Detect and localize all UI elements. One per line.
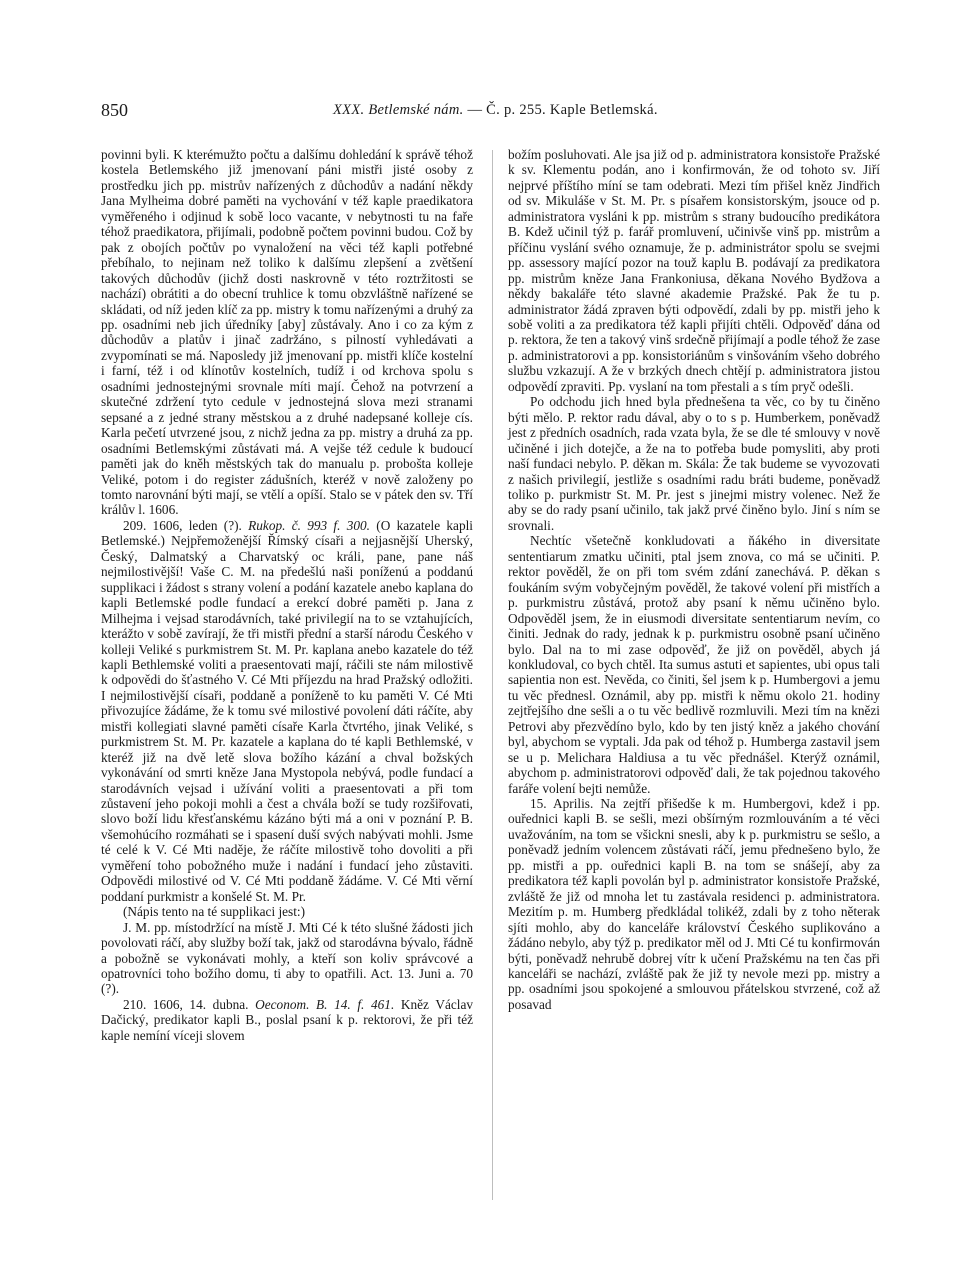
entry-210-text: Kněz Václav Dačický, predikator kapli B., poslal psaní k p. rektorovi, že při též kaple nemíní víceji slovem — [101, 996, 473, 1043]
right-paragraph-4: 15. Aprilis. Na zejtří přišedše k m. Humbergovi, kdež i pp. ouřednici kapli B. se sešli, mezi obšírným rozmlouváním a té věci uvažováním, na tom se všickni snesli, aby k p. purkmistru se sešlo, a poněvadž jedním volencem zůstávati ráčí, jemu přednešeno bylo, že pp. mistři a pp. ouřednici kapli B. na tom se snášejí, aby za predikatora též kapli povolán byl p. administrator konsistoře Pražské, zvláště že již od mnoha let tu zastávala residenci p. administratora. Mezitím p. m. Humberg předkládal tolikéž, zdali by z toho něterak sjíti mohlo, aby do kanceláře království Českého suplikováno a žádáno nebylo, aby týž p. predikator měl od J. Mti Cé tu konfirmován býti, poněvadž nehrubě dobrej vítr k učení Pražskému na ten čas při kanceláři se nachází, zvláště pak že již ty nevole mezi pp. mistry a pp. osadními jsou spokojené a smlouvou přátelskou stvrzené, což až posavad — [508, 796, 880, 1012]
entry-210 — [101, 997, 473, 1043]
running-head-title: XXX. Betlemské nám. — [333, 102, 464, 118]
right-paragraph-1: božím posluhovati. Ale jsa již od p. administratora konsistoře Pražské k sv. Klementu podán, ano i konfirmován, že od tohoto sv. Jiří nejprvé příštího míní se tam odebrati. Mezi tím přišel kněz Jindřich od sv. Mikuláše v St. M. Pr. s písařem konsistorským, jsouce od p. administratora vysláni k pp. mistrům s strany budoucího predikátora B. Kdež učinil týž p. farář promluvení, učinivše vinš pp. mistrům a příčinu vyslání svého oznamuje, že p. administrátor spolu se svejmi pp. assessory mající pozor na touž kaplu B. podávají za predikatora pp. mistrům kněze Jana Frankoniusa, děkana Nového Bydžova a někdy bakaláře této slavné akademie Pražské. Pak že tu p. administrator žádá zpraven býti odpovědí, zdali by pp. mistři jeho k sobě voliti a za predikatora též kapli přijíti chtěli. Odpověď dána od p. rektora, že ten a takový vinš srdečně přijímají a podle téhož že zase p. administratorovi a pp. konsistoriánům s vinšováním všeho dobrého službu vzkazují. A že v brzkých dnech chtějí p. administratora jistou odpovědí zpraviti. Pp. vyslaní na tom přestali a s tím pryč odešli. — [508, 147, 880, 394]
right-paragraph-2: Po odchodu jich hned byla přednešena ta věc, co by tu činěno býti mělo. P. rektor radu dával, aby o to s p. Humberkem, poněvadž jest z předních osadních, rada vzata byla, že se dle té smlouvy v nově učiněné i jich dotejče, a že na to potřeba bude pomysliti, aby proti naší fundaci nebylo. P. děkan m. Skála: Že tak budeme se vyvozovati z našich privilegií, jestliže s osadními radu bráti budeme, poněvadž toliko p. purkmistr St. M. Pr. jest s jinejmi mistry volenec. Než že aby se do rady psaní učinilo, tak jakž prvé činěno bylo. Jiní s ním se srovnali. — [508, 394, 880, 533]
entry-209 — [101, 518, 473, 904]
left-paragraph-resolution: J. M. pp. místodržící na místě J. Mti Cé k této slušné žádosti jich povolovati ráčí, aby služby boží tak, jakž od starodávna bývalo, řádně a pobožně se vykonávati mohly, a kteří son koliv správcové a opatrovníci toho božího domu, ti aby to opatřili. Act. 13. Juni a. 70 (?). — [101, 919, 473, 997]
page-header — [101, 100, 879, 124]
right-column — [508, 147, 880, 1012]
left-paragraph-1: povinni byli. K kterémužto počtu a dalšímu dohledání k správě téhož kostela Betlemského již jmenovaní páni mistři jisté osoby z prostředku jich pp. mistrův nařízených z důchodův a nadání někdy Jana Mylheima dobré paměti na vychování v též kaple praedikatora vyměřeného i odjinud k sobě loco vacante, v nebytnosti tu na faře téhož praedikatora, přijímali, podobně počtem povinni budou. Což by pak z obojích počtův po vynaložení na věci též kapli potřebné přebíhalo, to nejinam než toliko k dalšímu zlepšení a zvětšení takových důchodův (jichž dosti naskrovně v této roztržitosti se nachází) obrátiti a do obecní truhlice k tomu obzvláštně nařízené se skládati, od níž jeden klíč za pp. mistry k tomu nařízenými a druhý za pp. osadními neb jich úředníky [aby] zůstávaly. Ano i co za kým z důchodův a platův i jinač zadržáno, s pilností vyhledávati a zvypomínati se má. Naposledy již jmenovaní pp. mistři klíče kostelní i farní, též i od klínotův kostelních, tudíž i od krchova spolu s osadními jednostejnými srovnale míti mají. Čehož na potvrzení a skutečné zdržení tyto cedule v jednostejná slova mezi stranami sepsané a z jedné strany městskou a z druhé nadepsané kolleje cís. Karla pečetí utvrzené jsou, z nichž jedna za pp. mistry a druhá za pp. osadními Betlemskými zůstávati má. A vejše též cedule k budoucí paměti jak do kněh městských tak do manualu p. probošta kolleje Veliké, potom i do register zádušních, kteréž v nově založeny po tomto narovnání býti mají, se vtělí a opíší. Stalo se v pátek den sv. Tří králův l. 1606. — [101, 147, 473, 518]
left-paragraph-note: (Nápis tento na té supplikaci jest:) — [123, 904, 306, 920]
running-head-section: — Č. p. 255. Kaple Betlemská. — [463, 102, 658, 118]
entry-209-text: (O kazatele kapli Betlemské.) Nejpřemoženější Římský císaři a nejjasnější Uherský, Český, Dalmatský a Charvatský oc králi, pane, pane náš nejmilostivější! Vaše C. M. na předešlú naši poníženú a poddanú supplikaci i žádost s strany volení a podání kazatele anebo kaplana do kapli Betlemské podle fundací a erekcí dobré paměti p. Jana z Milhejma i vejsad starodávních, také privilegií na to se vztahujících, kterážto v sobě zavírají, že tři mistři přední a starší národu Českého v kolleji Veliké s purkmistrem St. M. Pr. kaplana anebo kazatele do též kapli Bethlemské voliti a praesentovati mají, ráčili ste nám milostivě k odpovědi do šťastného V. Cé Mti příjezdu na hrad Pražský odložiti. I nejmilostivější císaři, poddaně a poníženě to ku paměti V. Cé Mti přivozujíce žádáme, že k tomu své milostivé povolení dáti ráčíte, aby mistři kollegiati slavné paměti císaře Karla čtvrtého, jinak Veliké, s purkmistrem St. M. Pr. kazatele a kaplana do té kapli Bethlemské, v kteréž již na dvě letě slova božího kázání a chval božských vykonávání od smrti kněze Jana Mystopola nebývá, podle fundací a starodávních vejsad i užívání voliti a praesentovati a při tom zůstavení jeho pokoji mohli a čest a chvála boží se tudy rozšiřovati, slovo boží lidu křesťanskému kázáno býti má a oni v poznání P. B. všemohúcího rozmáhati se i spasení duší svých nabývati mohli. Jsme té celé k V. Cé Mti naděje, že ráčíte milostivě toho dovoliti a při vyměření toho pobožného muže i nadání i fundací jeho zůstaviti. Odpovědi milostivé od V. Cé Mti poddaně žádáme. V. Cé Mti věrní poddaní purkmistr a konšelé St. M. Pr. — [101, 517, 473, 904]
running-head — [333, 102, 658, 119]
right-paragraph-3: Nechtíc všetečně konkludovati a ňákého in diversitate sententiarum zmatku učiniti, ptal jsem znova, co má se učiniti. P. rektor pověděl, že on při tom svém zdání zanechává. P. děkan s foukáním svým vobyčejným pověděl, že takové volení při mistřích a p. purkmistru zůstává, protož aby psaní k němu učiněno bylo. Odpověděl jsem, že in eiusmodi diversitate sententiarum nevím, co činiti. Jednak do rady, jednak k p. purkmistru osobně psaní učiněno bylo. Dal na to mi zase odpověď, že již on pověděl, abych já konkludoval, co bych chtěl. Ita sumus astuti et sapientes, ubi opus tali sapientia non est. Nevěda, co činiti, šel jsem k p. Humbergovi a jemu tu věc přednesl. Oznámil, aby pp. mistři k němu okolo 21. hodiny zejtřejšího dne sešli a o tu věc bedlivě rozmluvili. Mezi tím na knězi Petrovi aby přezvědíno bylo, kdo by ten jistý kněz a jakého chování byl, abychom se vyptali. Jda pak od téhož p. Humberga zastavil jsem se u p. Melichara Haldiusa a tu věc přednášel. Kterýž oznámil, abychom p. administratorovi odpověď dali, že tak pojednou takového faráře volení bejti nemůže. — [508, 533, 880, 796]
left-column — [101, 147, 473, 1043]
entry-209-source: Rukop. č. 993 f. 300. — [248, 517, 370, 533]
entry-209-lead: 209. 1606, leden (?). — [123, 517, 249, 533]
entry-210-lead: 210. 1606, 14. dubna. — [123, 996, 256, 1012]
column-divider — [492, 150, 493, 1200]
entry-210-source: Oeconom. B. 14. f. 461. — [255, 996, 395, 1012]
page-number: 850 — [101, 100, 128, 120]
